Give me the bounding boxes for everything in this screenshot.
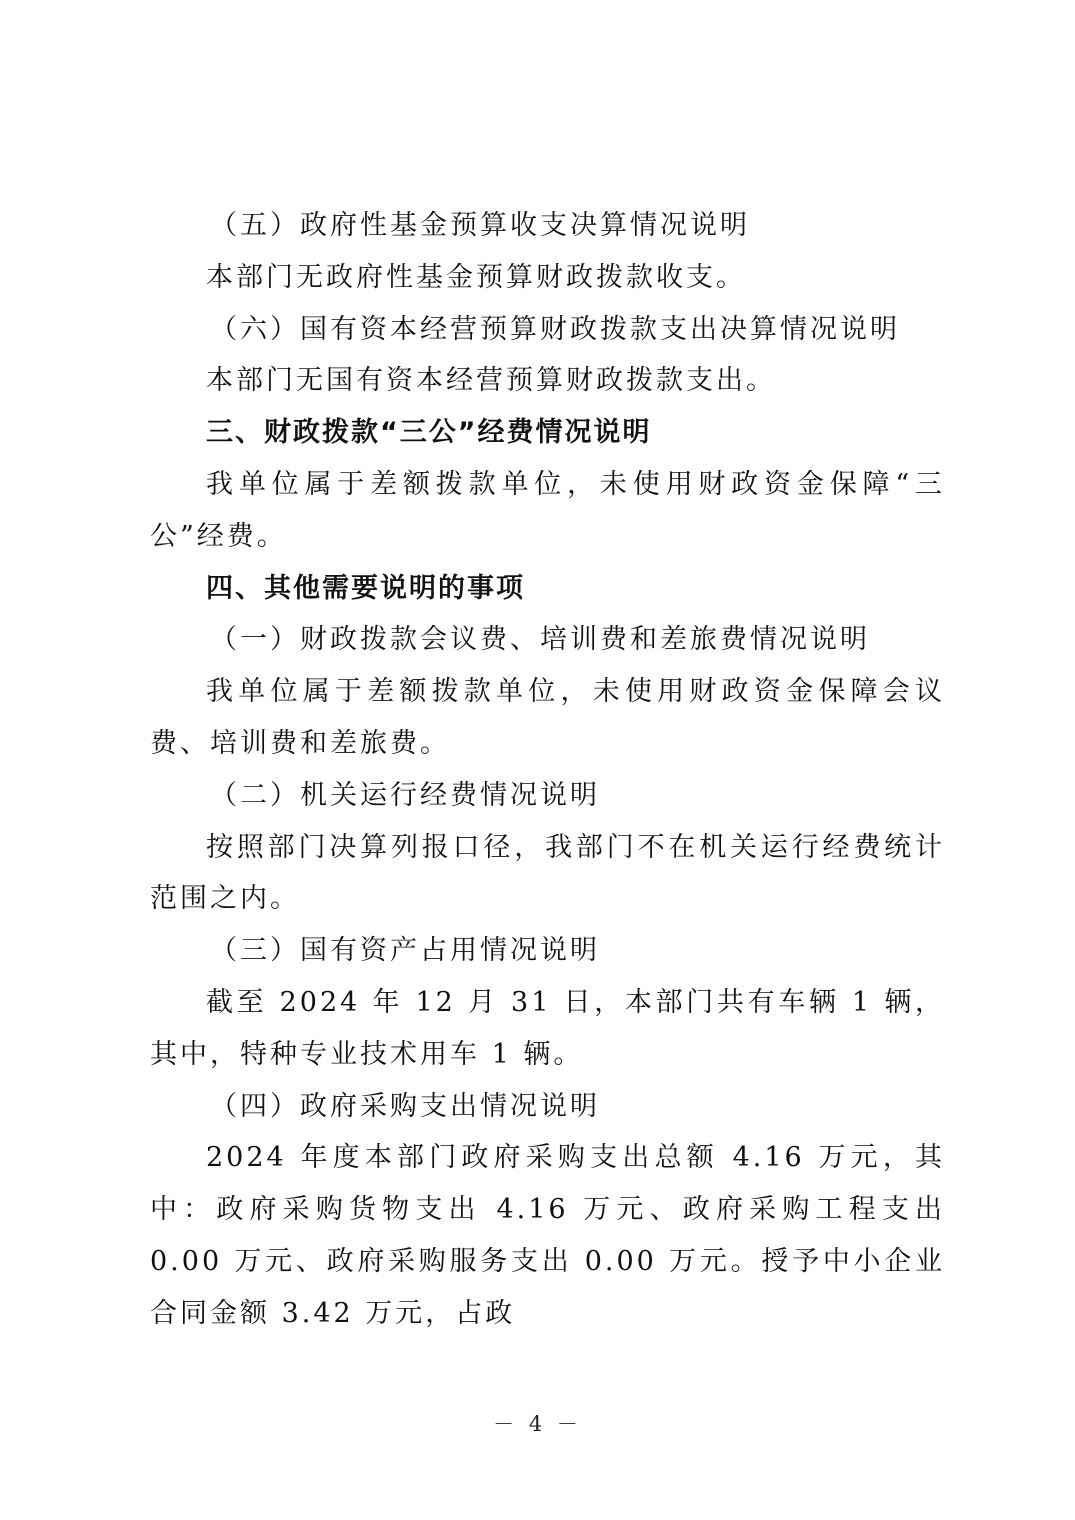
section-heading-three-public-expenses: 三、财政拨款“三公”经费情况说明 <box>206 417 652 449</box>
subheading-state-capital-budget: （六）国有资本经营预算财政拨款支出决算情况说明 <box>210 313 900 345</box>
subheading-operating-expenses: （二）机关运行经费情况说明 <box>210 779 600 811</box>
paragraph-state-capital-budget: 本部门无国有资本经营预算财政拨款支出。 <box>206 365 776 397</box>
paragraph-state-assets: 截至 2024 年 12 月 31 日，本部门共有车辆 1 辆，其中，特种专业技术用车 1 辆。 <box>150 986 945 1070</box>
subheading-meeting-training-travel: （一）财政拨款会议费、培训费和差旅费情况说明 <box>210 624 870 656</box>
subheading-government-fund-budget: （五）政府性基金预算收支决算情况说明 <box>210 210 750 241</box>
paragraph-three-public-expenses: 我单位属于差额拨款单位，未使用财政资金保障“三公”经费。 <box>150 468 945 552</box>
page-number: － 4 － <box>493 1412 582 1436</box>
paragraph-procurement: 2024 年度本部门政府采购支出总额 4.16 万元，其中：政府采购货物支出 4.16 万元、政府采购工程支出 0.00 万元、政府采购服务支出 0.00 万元。授予中小企业合同金额 3.42 万元，占政 <box>150 1142 945 1329</box>
section-heading-other-matters: 四、其他需要说明的事项 <box>206 572 525 604</box>
paragraph-government-fund-budget: 本部门无政府性基金预算财政拨款收支。 <box>206 261 746 293</box>
paragraph-meeting-training-travel: 我单位属于差额拨款单位，未使用财政资金保障会议费、培训费和差旅费。 <box>150 676 945 759</box>
paragraph-operating-expenses: 按照部门决算列报口径，我部门不在机关运行经费统计范围之内。 <box>150 831 945 915</box>
subheading-state-assets: （三）国有资产占用情况说明 <box>210 935 600 967</box>
subheading-procurement: （四）政府采购支出情况说明 <box>210 1090 600 1122</box>
document-body <box>150 200 945 1340</box>
